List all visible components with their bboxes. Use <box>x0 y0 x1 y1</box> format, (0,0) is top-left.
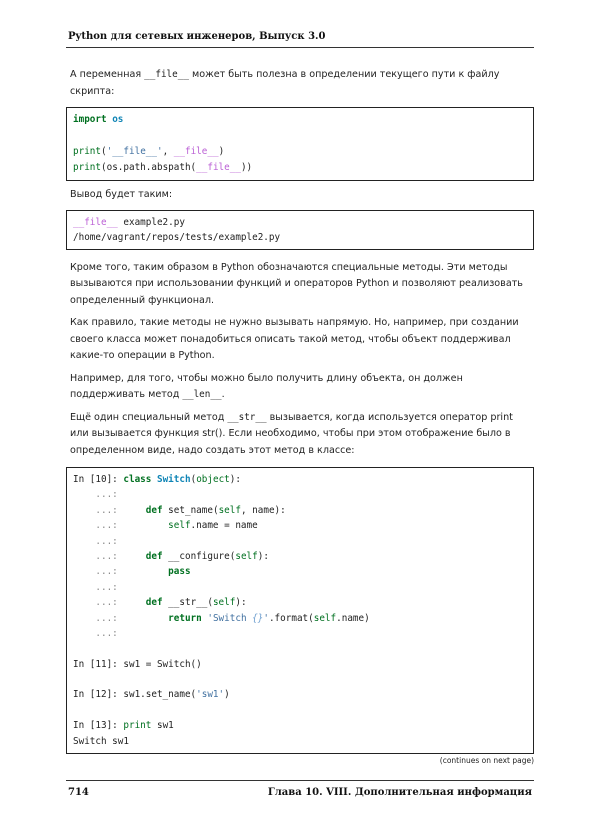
code-token: ...: <box>73 520 118 532</box>
code-token: self <box>235 550 258 562</box>
code-line <box>73 718 527 733</box>
code-token: return <box>168 612 202 624</box>
text: вызывается, когда используется оператор print или вызывается функция str(). Если необходимо, чтобы при этом отображение было в определенном виде, надо создать этот метод в классе: <box>70 411 513 456</box>
running-header: Python для сетевых инженеров, Выпуск 3.0 <box>68 31 326 42</box>
code-token: self <box>313 612 337 624</box>
code-token: In [10]: <box>73 474 124 485</box>
code-line <box>73 734 527 749</box>
code-token: ...: <box>73 550 118 562</box>
code-token: (os.path.abspath( <box>101 162 197 173</box>
text: . <box>221 389 225 400</box>
code-line <box>73 503 527 518</box>
code-token: ( <box>190 474 197 485</box>
code-token: .format( <box>268 612 314 624</box>
code-line <box>73 549 527 564</box>
code-token: 'Switch <box>207 612 253 624</box>
code-token <box>118 613 168 624</box>
code-token: __file__ <box>173 146 219 157</box>
code-token: print <box>73 146 101 157</box>
code-token: /home/vagrant/repos/tests/example2.py <box>73 231 281 243</box>
page-number: 714 <box>68 787 89 799</box>
code-token: )) <box>240 162 253 173</box>
code-line <box>73 518 527 533</box>
code-token: , <box>162 146 174 157</box>
code-line <box>73 534 527 549</box>
code-line <box>73 144 527 160</box>
code-token: , name): <box>240 504 286 516</box>
code-line <box>73 160 527 176</box>
code-line <box>73 472 527 487</box>
chapter-title: Глава 10. VIII. Дополнительная информация <box>267 787 532 799</box>
paragraph: Как правило, такие методы не нужно вызывать напрямую. Но, например, при создании своего класса может понадобиться описать такой метод, чтобы объект поддерживал какие-то операции в Python. <box>70 317 519 361</box>
footer-rule <box>66 780 534 781</box>
header-rule <box>66 47 534 48</box>
paragraph <box>70 371 532 404</box>
code-token: os <box>112 114 124 125</box>
code-token: pass <box>168 566 191 578</box>
inline-code: __str__ <box>227 411 267 423</box>
code-line <box>73 564 527 579</box>
code-token: __file__ <box>73 216 118 228</box>
code-token: print <box>73 162 101 173</box>
code-token: def <box>145 504 163 516</box>
code-token: ...: <box>73 612 118 624</box>
code-line <box>73 641 527 656</box>
code-line <box>73 672 527 687</box>
text: А переменная <box>70 69 145 80</box>
code-token: print <box>123 720 152 732</box>
code-token: self <box>218 504 241 516</box>
code-line <box>73 580 527 595</box>
code-token: In [12]: sw1.set_name( <box>73 689 197 701</box>
text: может быть полезна в определении текущего пути к файлу скрипта: <box>70 69 500 97</box>
text: Например, для того, чтобы можно было получить длину объекта, он должен поддерживать метод <box>70 372 463 400</box>
code-token: ...: <box>73 504 118 516</box>
code-token: ( <box>101 146 107 157</box>
code-line <box>73 595 527 610</box>
code-token <box>118 566 168 577</box>
code-token: class <box>123 474 152 485</box>
code-token: ' <box>263 612 269 624</box>
code-line <box>73 687 527 702</box>
code-token: self <box>168 520 191 532</box>
code-token: ) <box>218 146 225 157</box>
code-token: object <box>196 474 230 485</box>
code-token: ...: <box>73 581 118 593</box>
code-line <box>73 487 527 502</box>
code-block <box>66 107 534 181</box>
code-token: sw1 <box>151 720 174 732</box>
code-token: def <box>145 550 163 562</box>
code-token: In [13]: <box>73 720 124 732</box>
code-line <box>73 611 527 626</box>
code-token <box>118 520 168 531</box>
inline-code: __len__ <box>182 389 222 400</box>
code-token: '__file__' <box>106 146 163 157</box>
code-token: ...: <box>73 535 118 547</box>
code-line <box>73 703 527 718</box>
code-line <box>73 626 527 641</box>
code-token: __file__ <box>196 162 241 173</box>
code-token: ...: <box>73 566 118 578</box>
code-token <box>118 505 146 516</box>
code-line <box>73 657 527 672</box>
paragraph: Вывод будет таким: <box>70 189 173 200</box>
code-token: example2.py <box>117 216 185 228</box>
code-token: {} <box>252 612 264 624</box>
inline-code: __file__ <box>144 69 189 80</box>
code-token <box>118 551 146 562</box>
paragraph <box>70 67 532 100</box>
code-token: ...: <box>73 489 118 501</box>
code-token: Switch sw1 <box>73 735 129 747</box>
code-token: self <box>212 597 236 609</box>
code-token: .name = name <box>190 520 258 532</box>
text: Ещё один специальный метод <box>70 411 228 423</box>
code-token: Switch <box>156 474 191 485</box>
code-token: 'sw1' <box>196 689 225 701</box>
footer <box>66 787 534 799</box>
code-token: ...: <box>73 597 118 609</box>
paragraph: Кроме того, таким образом в Python обозначаются специальные методы. Эти методы вызываются при использовании функций и операторов Python и позволяют реализовать определенный функционал. <box>70 261 523 306</box>
code-token: set_name( <box>162 504 219 516</box>
code-token: ) <box>224 689 230 701</box>
code-token: ...: <box>73 627 118 639</box>
code-token: ): <box>229 474 241 485</box>
code-token: import <box>73 114 107 125</box>
ipython-code-block <box>66 467 534 754</box>
code-token: ): <box>235 597 247 609</box>
continues-note: (continues on next page) <box>439 756 534 766</box>
code-token: .name) <box>336 612 370 624</box>
code-token <box>118 597 146 608</box>
code-token: ): <box>257 550 269 562</box>
code-token: __configure( <box>162 550 236 562</box>
code-line <box>73 230 527 245</box>
code-token: __str__( <box>162 597 213 609</box>
code-line <box>73 112 527 128</box>
code-line <box>73 215 527 230</box>
code-token: In [11]: sw1 = Switch() <box>73 658 202 670</box>
code-line <box>73 128 527 144</box>
output-block <box>66 210 534 250</box>
code-token: def <box>145 597 163 609</box>
paragraph <box>70 410 532 460</box>
